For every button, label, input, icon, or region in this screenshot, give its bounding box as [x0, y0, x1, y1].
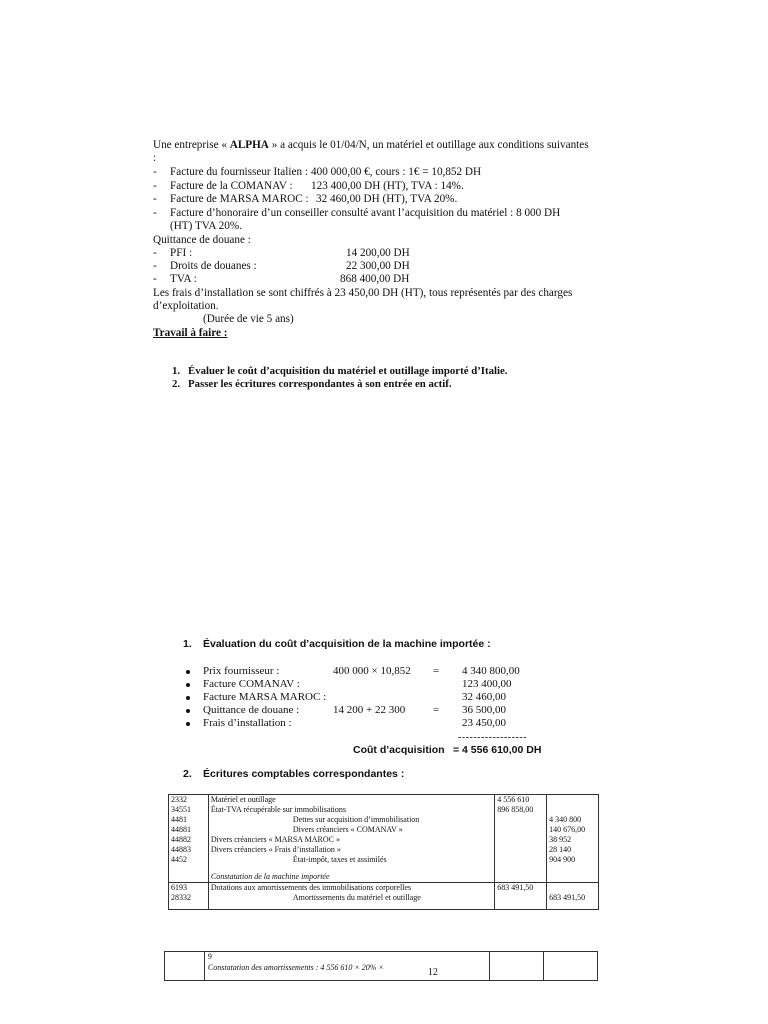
debit-cell — [490, 952, 544, 981]
cost-label: Prix fournisseur : — [203, 665, 280, 677]
honoraire-text-cont: (HT) TVA 20%. — [170, 220, 242, 232]
section2-heading — [183, 768, 405, 781]
journal-spacer-row — [169, 903, 599, 910]
fraction-denominator: 12 — [427, 967, 438, 978]
debit-amount: 896 858,00 — [495, 805, 547, 815]
caption-cell — [204, 952, 489, 981]
item-value: 123 400,00 DH (HT), TVA : 14%. — [311, 180, 464, 192]
section-number: 2. — [183, 768, 192, 780]
debit-amount — [495, 835, 547, 845]
cost-value: 4 340 800,00 — [462, 665, 520, 677]
debit-amount: 4 556 610 — [495, 795, 547, 806]
question-text: Passer les écritures correspondantes à son entrée en actif. — [188, 378, 452, 390]
dash: - — [153, 247, 157, 259]
intro-text-end: » a acquis le 01/04/N, un matériel et outillage aux conditions suivantes — [268, 139, 589, 151]
account-label: Matériel et outillage — [208, 795, 494, 806]
item-value: 14 200,00 DH — [346, 247, 410, 259]
item-value: 868 400,00 DH — [340, 273, 410, 285]
entry-caption: Constatation de la machine importée — [208, 865, 494, 883]
item-label: Facture de la COMANAV : — [170, 180, 293, 192]
account-label: Dettes sur acquisition d’immobilisation — [208, 815, 494, 825]
spacer-cell — [547, 903, 599, 910]
account-number: 34551 — [169, 805, 209, 815]
item-label: Facture du fournisseur Italien : — [170, 166, 308, 178]
account-number: 2332 — [169, 795, 209, 806]
section-title: Écritures comptables correspondantes : — [203, 768, 405, 780]
frais-text: Les frais d’installation se sont chiffrés à 23 450,00 DH (HT), tous représentés par des charges — [153, 287, 573, 299]
intro-text: Une entreprise « — [153, 139, 230, 151]
frais-text-cont: d’exploitation. — [153, 300, 219, 312]
credit-amount — [547, 883, 599, 894]
account-number: 4481 — [169, 815, 209, 825]
travail-title: Travail à faire : — [153, 327, 228, 339]
journal-entry-2 — [169, 883, 599, 910]
section1-heading — [183, 638, 491, 651]
cost-label: Facture MARSA MAROC : — [203, 691, 327, 703]
dash: - — [153, 180, 157, 192]
cost-calc: 400 000 × 10,852 — [333, 665, 411, 677]
item-value: 22 300,00 DH — [346, 260, 410, 272]
account-number — [169, 865, 209, 883]
cost-value: 32 460,00 — [462, 691, 506, 703]
journal-row — [169, 835, 599, 845]
question-text: Évaluer le coût d’acquisition du matériel et outillage importé d’Italie. — [188, 365, 508, 377]
question-number: 2. — [172, 378, 181, 390]
credit-amount — [547, 865, 599, 883]
debit-amount: 683 491,50 — [495, 883, 547, 894]
cost-calc: 14 200 + 22 300 — [333, 704, 406, 716]
credit-amount — [547, 795, 599, 806]
journal-row — [169, 845, 599, 855]
bullet-icon — [186, 709, 190, 713]
list-item — [153, 273, 410, 286]
honoraire-text: Facture d’honoraire d’un conseiller consulté avant l’acquisition du matériel : 8 000 DH — [170, 207, 561, 219]
amortization-caption-table — [164, 951, 598, 981]
account-label: Divers créanciers « COMANAV » — [208, 825, 494, 835]
account-label: Divers créanciers « Frais d’installation » — [208, 845, 494, 855]
account-label: Divers créanciers « MARSA MAROC » — [208, 835, 494, 845]
account-number: 44881 — [169, 825, 209, 835]
total-value: = 4 556 610,00 DH — [453, 744, 542, 756]
debit-amount — [495, 845, 547, 855]
journal-row — [169, 893, 599, 903]
debit-amount — [495, 825, 547, 835]
bullet-icon — [186, 722, 190, 726]
section-title: Évaluation du coût d’acquisition de la machine importée : — [203, 638, 491, 650]
credit-amount: 38 952 — [547, 835, 599, 845]
cost-value: 23 450,00 — [462, 717, 506, 729]
journal-row — [169, 883, 599, 894]
cost-label: Quittance de douane : — [203, 704, 300, 716]
account-label: État-TVA récupérable sur immobilisations — [208, 805, 494, 815]
dash: - — [153, 166, 157, 178]
intro-line — [153, 139, 589, 152]
journal-table — [168, 794, 599, 910]
account-label: État-impôt, taxes et assimilés — [208, 855, 494, 865]
journal-entry-1 — [169, 795, 599, 883]
amortization-caption: Constatation des amortissements : 4 556 610 × 20% × — [207, 963, 384, 972]
cost-label: Facture COMANAV : — [203, 678, 300, 690]
company-name: ALPHA — [229, 139, 269, 151]
item-value: 400 000,00 €, cours : 1€ = 10,852 DH — [311, 166, 482, 178]
journal-caption-row — [169, 865, 599, 883]
list-item — [153, 207, 561, 220]
debit-amount — [495, 815, 547, 825]
spacer-cell — [495, 903, 547, 910]
cost-value: 36 500,00 — [462, 704, 506, 716]
question-number: 1. — [172, 365, 181, 377]
list-item — [153, 166, 482, 179]
debit-amount — [495, 865, 547, 883]
duree-text: (Durée de vie 5 ans) — [203, 313, 294, 325]
credit-amount: 28 140 — [547, 845, 599, 855]
credit-amount: 904 900 — [547, 855, 599, 865]
cost-label: Frais d’installation : — [203, 717, 292, 729]
dash: - — [153, 193, 157, 205]
journal-row — [169, 795, 599, 806]
dash: - — [153, 273, 157, 285]
credit-amount: 683 491,50 — [547, 893, 599, 903]
account-number: 44882 — [169, 835, 209, 845]
credit-amount: 140 676,00 — [547, 825, 599, 835]
total-row — [353, 744, 542, 757]
total-label: Coût d’acquisition — [353, 744, 445, 756]
total-separator: ------------------ — [458, 732, 527, 743]
spacer-cell — [208, 903, 494, 910]
item-label: Droits de douanes : — [170, 260, 257, 272]
cost-equals: = — [433, 704, 440, 716]
list-item — [153, 247, 410, 260]
dash: - — [153, 260, 157, 272]
list-item — [153, 260, 410, 273]
cost-equals: = — [433, 665, 440, 677]
account-number: 6193 — [169, 883, 209, 894]
section-number: 1. — [183, 638, 192, 650]
question-item — [172, 365, 508, 378]
spacer-cell — [169, 903, 209, 910]
item-label: TVA : — [170, 273, 197, 285]
account-label: Dotations aux amortissements des immobilisations corporelles — [208, 883, 494, 894]
cost-value: 123 400,00 — [462, 678, 512, 690]
account-number: 28332 — [169, 893, 209, 903]
account-label: Amortissements du matériel et outillage — [208, 893, 494, 903]
journal-row — [169, 815, 599, 825]
account-cell — [165, 952, 205, 981]
intro-colon: : — [153, 152, 157, 164]
question-item — [172, 378, 452, 391]
credit-amount: 4 340 800 — [547, 815, 599, 825]
item-label: PFI : — [170, 247, 193, 259]
journal-row — [169, 855, 599, 865]
account-number: 44883 — [169, 845, 209, 855]
journal-row — [169, 805, 599, 815]
account-number: 4452 — [169, 855, 209, 865]
fraction-numerator: 9 — [207, 952, 212, 961]
item-value: 32 460,00 DH (HT), TVA 20%. — [316, 193, 458, 205]
bullet-icon — [186, 683, 190, 687]
journal-row — [169, 825, 599, 835]
bullet-icon — [186, 696, 190, 700]
credit-cell — [544, 952, 598, 981]
debit-amount — [495, 855, 547, 865]
bullet-icon — [186, 670, 190, 674]
debit-amount — [495, 893, 547, 903]
list-item — [153, 193, 458, 206]
dash: - — [153, 207, 157, 219]
douane-title: Quittance de douane : — [153, 234, 251, 246]
item-label: Facture de MARSA MAROC : — [170, 193, 309, 205]
list-item — [153, 180, 464, 193]
credit-amount — [547, 805, 599, 815]
